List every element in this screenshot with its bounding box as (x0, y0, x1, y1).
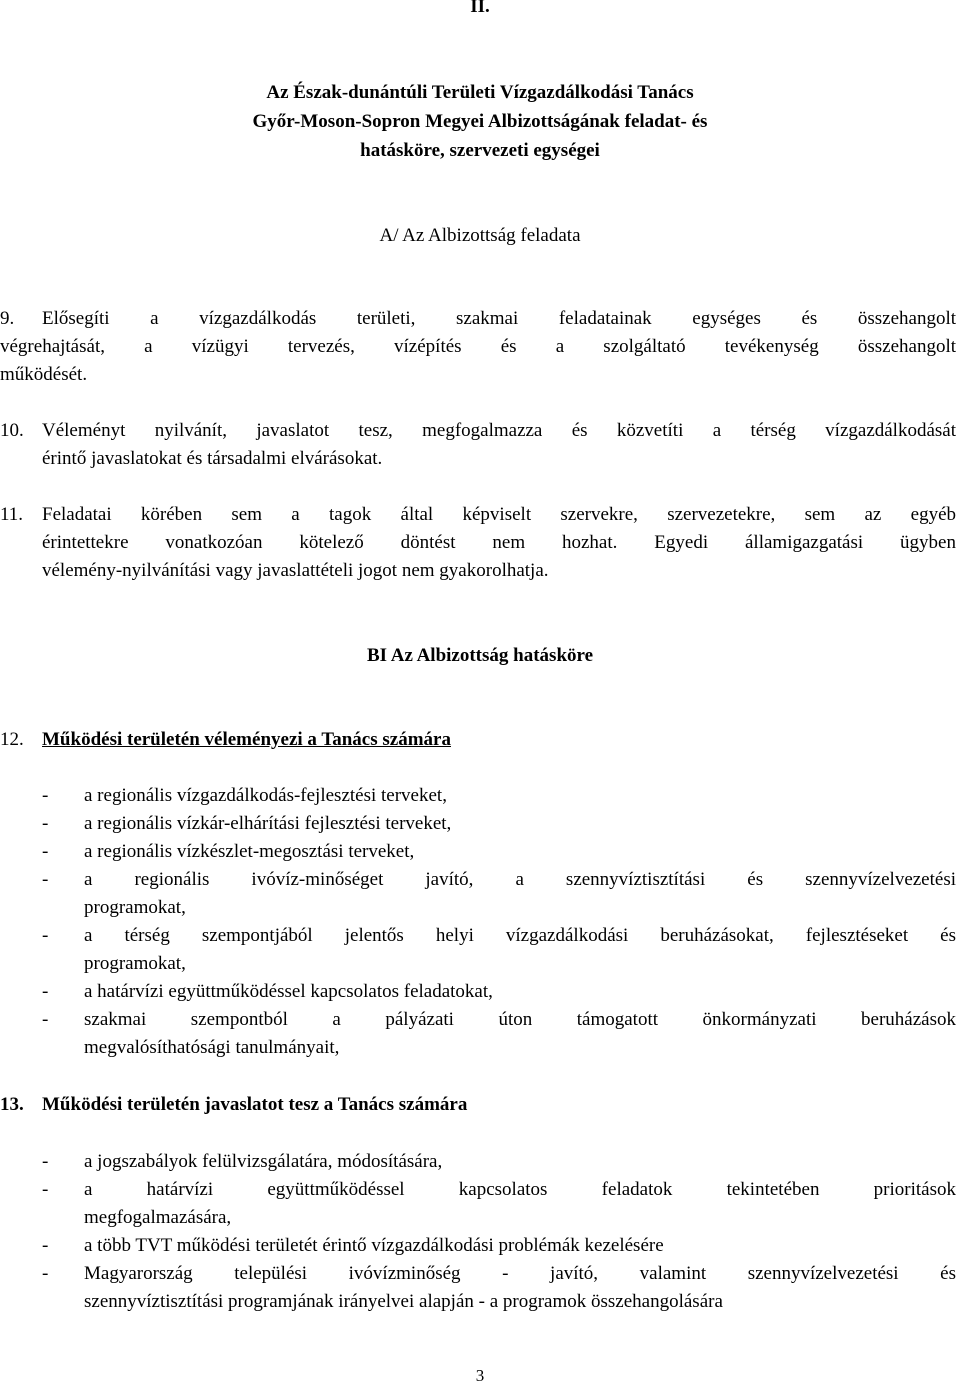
item-10-number: 10. (0, 420, 24, 441)
item-10-line-2: érintő javaslatokat és társadalmi elvárásokat. (42, 448, 383, 469)
section-a-heading: A/ Az Albizottság feladata (379, 225, 581, 246)
item-13-bullet-3-dash: - (42, 1235, 49, 1256)
item-12-bullet-1-dash: - (42, 785, 49, 806)
item-12-bullet-6: a határvízi együttműködéssel kapcsolatos feladatokat, (84, 981, 493, 1002)
item-12-bullet-7-dash: - (42, 1009, 49, 1030)
item-12-bullet-5-line-2: programokat, (84, 953, 186, 974)
section-b-heading (0, 645, 960, 667)
item-13-heading: Működési területén javaslatot tesz a Tanács számára (42, 1094, 468, 1115)
page-number: 3 (475, 1366, 485, 1385)
item-12-bullet-7-line-2: megvalósíthatósági tanulmányait, (84, 1037, 340, 1058)
item-12-bullet-5-dash: - (42, 925, 49, 946)
section-roman-numeral: II. (470, 0, 490, 17)
item-13-bullet-3: a több TVT működési területét érintő vízgazdálkodási problémák kezelésére (84, 1235, 664, 1256)
item-9-number: 9. (0, 308, 15, 329)
item-13-bullet-4-line-2: szennyvíztisztítási programjának irányelvei alapján - a programok összehangolására (84, 1291, 723, 1312)
item-11-number: 11. (0, 504, 24, 525)
item-13-number: 13. (0, 1094, 24, 1115)
item-9-line-3: működését. (0, 364, 88, 385)
item-12-bullet-3-dash: - (42, 841, 49, 862)
item-9-line-1: Elősegíti a vízgazdálkodás területi, szakmai feladatainak egységes és összehangolt (42, 308, 956, 329)
item-12-bullet-5-line-1: a térség szempontjából jelentős helyi vízgazdálkodási beruházásokat, fejlesztéseket és (84, 925, 956, 946)
section-b-heading-text: BI Az Albizottság hatásköre (366, 645, 594, 666)
item-9-line-2: végrehajtását, a vízügyi tervezés, vízépítés és a szolgáltató tevékenység összehangolt (0, 336, 956, 357)
item-12-bullet-3: a regionális vízkészlet-megosztási terveket, (84, 841, 415, 862)
title-line-3: hatásköre, szervezeti egységei (360, 140, 600, 161)
title-line-2: Győr-Moson-Sopron Megyei Albizottságának feladat- és (252, 111, 708, 132)
item-10-line-1: Véleményt nyilvánít, javaslatot tesz, megfogalmazza és közvetíti a térség vízgazdálkodását (42, 420, 956, 441)
item-13-bullet-4-dash: - (42, 1263, 49, 1284)
item-12-bullet-1: a regionális vízgazdálkodás-fejlesztési terveket, (84, 785, 447, 806)
item-13-bullet-2-line-1: a határvízi együttműködéssel kapcsolatos feladatok tekintetében prioritások (84, 1179, 956, 1200)
item-13-bullet-2-line-2: megfogalmazására, (84, 1207, 232, 1228)
item-12-number: 12. (0, 729, 24, 750)
item-11-line-2: érintettekre vonatkozóan kötelező döntést nem hozhat. Egyedi államigazgatási ügyben (42, 532, 956, 553)
item-13-bullet-4-line-1: Magyarország települési ivóvízminőség - javító, valamint szennyvízelvezetési és (84, 1263, 956, 1284)
item-12-bullet-4-line-2: programokat, (84, 897, 186, 918)
item-12-bullet-4-dash: - (42, 869, 49, 890)
item-12-bullet-6-dash: - (42, 981, 49, 1002)
item-11-line-1: Feladatai körében sem a tagok által képviselt szervekre, szervezetekre, sem az egyéb (42, 504, 956, 525)
title-line-1: Az Észak-dunántúli Területi Vízgazdálkodási Tanács (266, 82, 694, 103)
item-12-bullet-2-dash: - (42, 813, 49, 834)
item-11-line-3: vélemény-nyilvánítási vagy javaslattételi jogot nem gyakorolhatja. (42, 560, 549, 581)
item-12-heading: Működési területén véleményezi a Tanács számára (42, 729, 451, 750)
item-12-bullet-4-line-1: a regionális ivóvíz-minőséget javító, a szennyvíztisztítási és szennyvízelvezetési (84, 869, 956, 890)
item-13-bullet-1: a jogszabályok felülvizsgálatára, módosítására, (84, 1151, 443, 1172)
item-13-bullet-2-dash: - (42, 1179, 49, 1200)
item-12-bullet-2: a regionális vízkár-elhárítási fejlesztési terveket, (84, 813, 452, 834)
item-13-bullet-1-dash: - (42, 1151, 49, 1172)
item-12-bullet-7-line-1: szakmai szempontból a pályázati úton támogatott önkormányzati beruházások (84, 1009, 956, 1030)
